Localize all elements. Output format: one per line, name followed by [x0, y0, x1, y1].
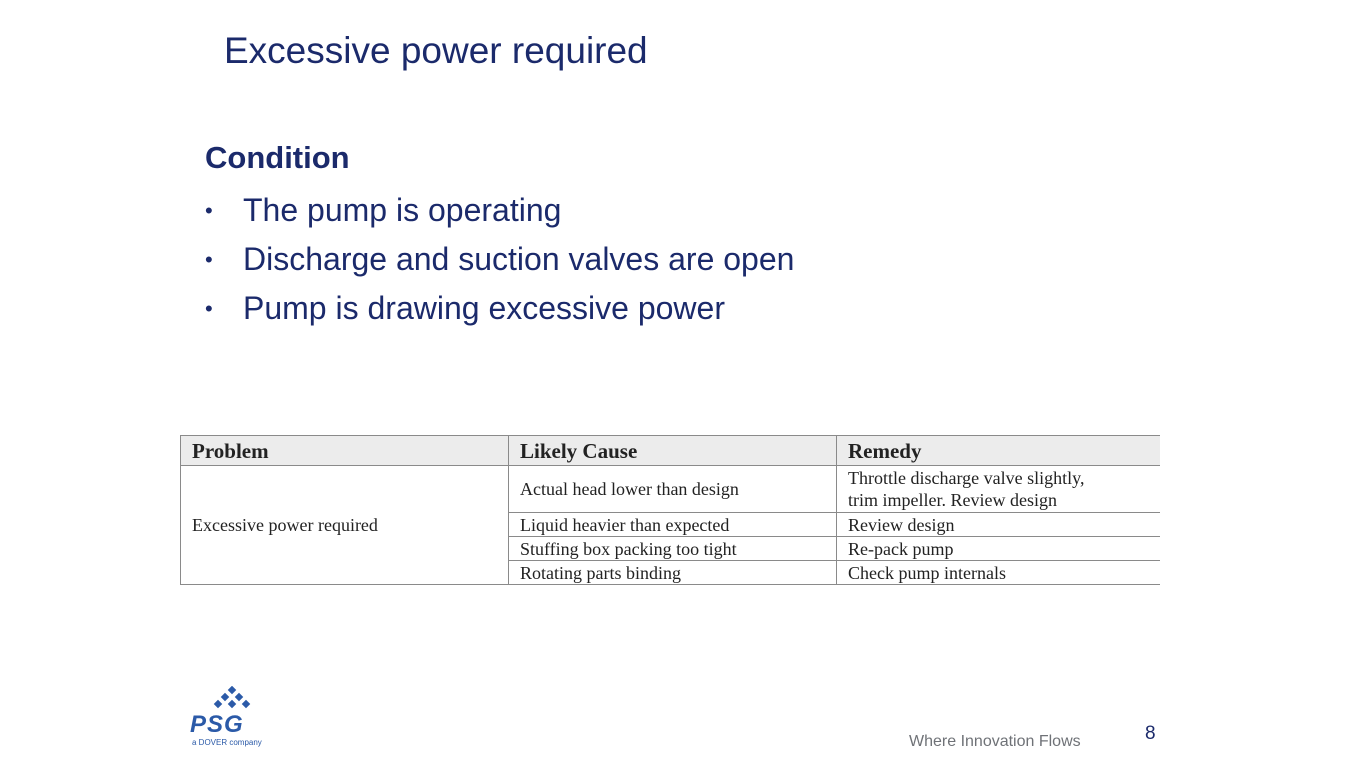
bullet-icon: • — [205, 197, 213, 223]
diamond-cluster-icon — [190, 686, 274, 714]
cause-cell: Stuffing box packing too tight — [509, 537, 837, 561]
cause-cell: Actual head lower than design — [509, 466, 837, 513]
psg-logo — [190, 686, 274, 750]
bullet-text: The pump is operating — [243, 192, 562, 228]
problem-cell: Excessive power required — [181, 466, 509, 585]
slide-title: Excessive power required — [224, 30, 648, 71]
bullet-text: Pump is drawing excessive power — [243, 290, 725, 326]
footer-tagline: Where Innovation Flows — [909, 733, 1081, 750]
header-problem: Problem — [181, 436, 509, 466]
remedy-line: Throttle discharge valve slightly, — [848, 468, 1085, 488]
header-likely-cause: Likely Cause — [509, 436, 837, 466]
logo-subtext: a DOVER company — [192, 738, 262, 747]
cause-cell: Rotating parts binding — [509, 561, 837, 585]
bullet-icon: • — [205, 295, 213, 321]
table-row — [181, 466, 1161, 513]
remedy-cell: Check pump internals — [837, 561, 1161, 585]
condition-heading: Condition — [205, 140, 350, 175]
bullet-item — [205, 284, 794, 333]
remedy-cell: Review design — [837, 513, 1161, 537]
remedy-cell: Re-pack pump — [837, 537, 1161, 561]
bullet-item — [205, 186, 794, 235]
table-header-row — [181, 436, 1161, 466]
condition-bullet-list — [205, 186, 794, 333]
bullet-text: Discharge and suction valves are open — [243, 241, 795, 277]
remedy-cell — [837, 466, 1161, 513]
bullet-icon: • — [205, 246, 213, 272]
remedy-line: trim impeller. Review design — [848, 490, 1057, 510]
cause-cell: Liquid heavier than expected — [509, 513, 837, 537]
header-remedy: Remedy — [837, 436, 1161, 466]
logo-wordmark: PSG — [190, 711, 244, 738]
bullet-item — [205, 235, 794, 284]
page-number: 8 — [1145, 723, 1156, 744]
troubleshooting-table — [180, 435, 1160, 585]
